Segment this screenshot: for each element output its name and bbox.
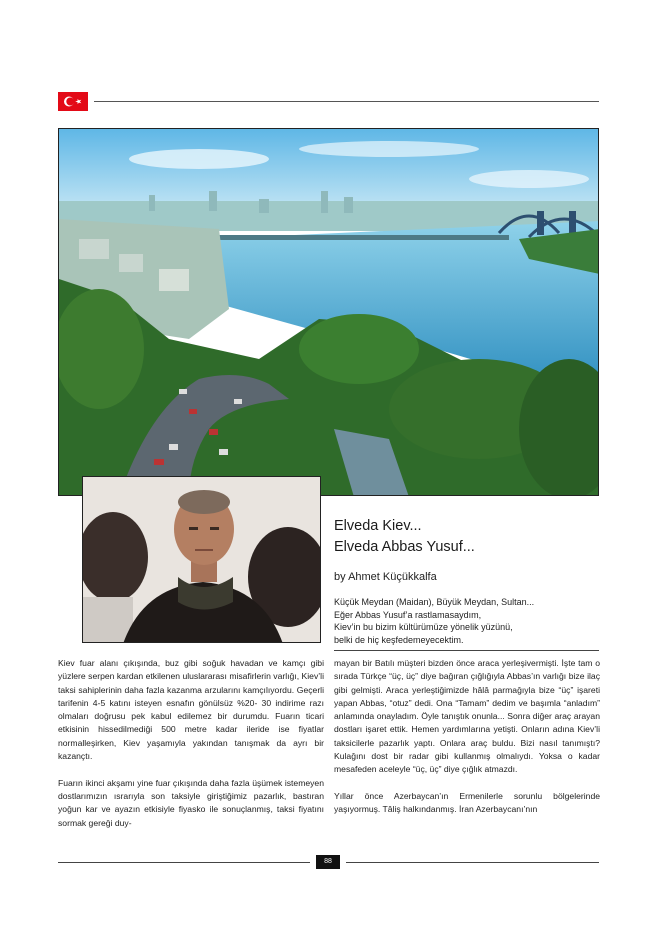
author-portrait-photo [82,476,321,643]
paragraph: mayan bir Batılı müşteri bizden önce araca yerleşivermişti. İşte tam o sırada Türkçe “üç, üç” diye bağıran çığlığıyla Abbas’ın varlığı bize ilaç gibi gelmişti. Araca yerleştiğimizde hâlâ parmağıyla bize “üç” işareti yapan Abbas, “otuz” dedi. Ona “Tamam” dedim ve başımla “anladım” anlamında onayladım. Öyle tanıştık onunla... Sonra diğer araç arayan dostları işaret ettik. Hemen yardımlarına yetişti. Onların adına Kiev’li taksicilerle pazarlık yaptı. Onlara araç buldu. Bizi nasıl tanımıştı? Kulağını dost bir radar gibi kullanmış olmalıydı. Yoksa o kadar mesafeden aceleyle “üç, üç” diye çığlık atmazdı. [334,658,600,775]
article-title [334,516,604,558]
column-top-rule [334,650,599,651]
body-column-right [334,657,600,817]
kiev-panorama-photo [58,128,599,496]
paragraph: Fuarın ikinci akşamı yine fuar çıkışında daha fazla üşümek istemeyen dostlarımızın ısrarıyla son taksiyle giriştiğimiz pazarlık, bastıran yoğun kar ve ayazın etkisiyle fiyasko ile sonuçlanmış, taksi fiyatını sormak gereği duy- [58,777,324,828]
intro-line: Kiev’in bu bizim kültürümüze yönelik yüzünü, [334,622,513,632]
footer-rule-right [346,862,599,863]
intro-line: Küçük Meydan (Maidan), Büyük Meydan, Sultan... [334,597,535,607]
intro-line: belki de hiç keşfedemeyecektim. [334,634,464,645]
header-rule [94,101,599,102]
intro-text [334,596,604,646]
title-line-1: Elveda Kiev... [334,518,422,534]
page-number: 88 [316,855,340,869]
body-column-left [58,657,324,830]
paragraph: Yıllar önce Azerbaycan’ın Ermenilerle sorunlu bölgelerinde yaşıyormuş. Tâliş halkındanmış. İran Azerbaycanı’nın [334,790,600,815]
intro-line: Eğer Abbas Yusuf’a rastlamasaydım, [334,609,482,620]
paragraph: Kiev fuar alanı çıkışında, buz gibi soğuk havadan ve kamçı gibi yüzlere serpen kardan etkilenen uluslararası misafirlerin varlığı, Kiev’li taksi sahiplerinin daha fazla kazanma arzularını kamçılıyordu. Geçerli tarifenin 4-5 katını isteyen esnafın gönülsüz %20- 30 indirime razı olmaları doğrusu pek kabul edilemez bir durumdu. Fuarın ticari etkisinin hissedilmediği 500 metre kadar ileride ise fiyatlar normalleşirken, Kiev yaşamıyla yakından tanışmak da ayrı bir kazançtı. [58,658,324,762]
title-line-2: Elveda Abbas Yusuf... [334,539,475,555]
footer-rule-left [58,862,310,863]
byline: by Ahmet Küçükkalfa [334,571,437,583]
turkey-flag-icon [58,92,88,111]
